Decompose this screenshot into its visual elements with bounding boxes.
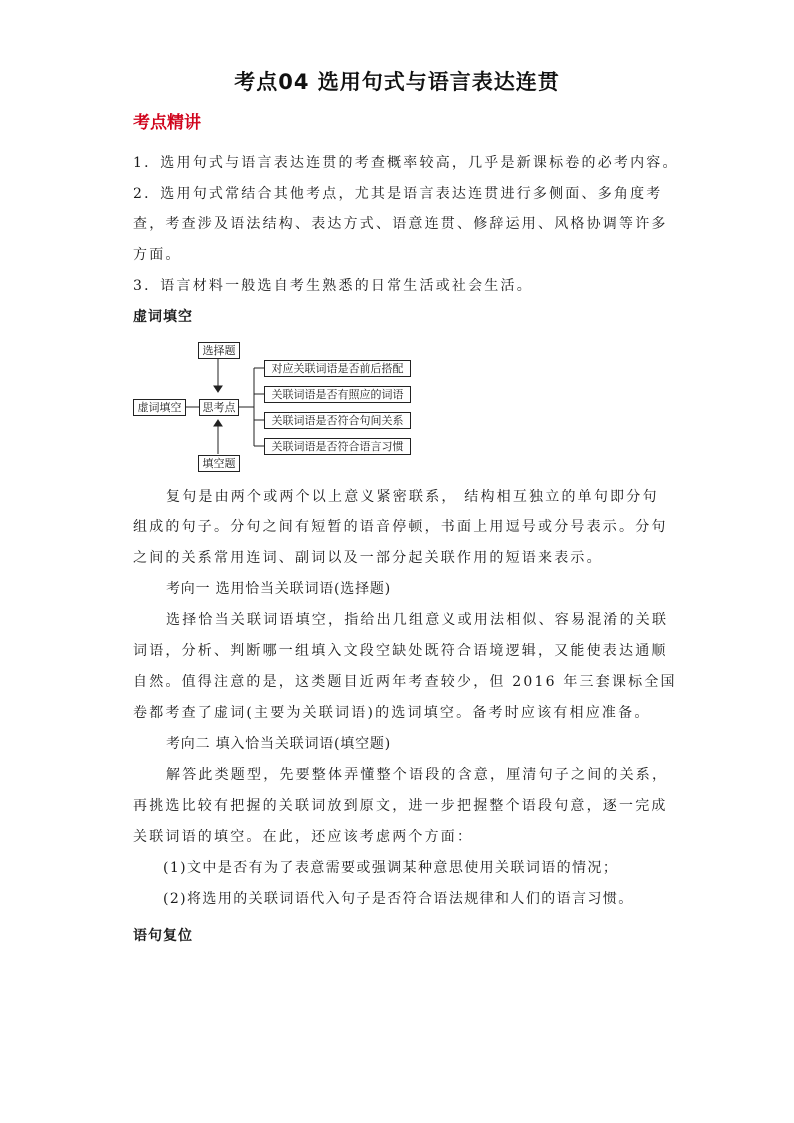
point-2: (2)将选用的关联词语代入句子是否符合语法规律和人们的语言习惯。	[163, 891, 634, 907]
intro-line-4: 方面。	[133, 247, 182, 263]
para2-line-1: 选择恰当关联词语填空，指给出几组意义或用法相似、容易混淆的关联	[166, 612, 669, 628]
intro-line-3: 查，考查涉及语法结构、表达方式、语意连贯、修辞运用、风格协调等许多	[133, 216, 668, 232]
arrow-down-head	[214, 386, 222, 392]
subsection-heading-sentence-restore: 语句复位	[133, 928, 193, 944]
box-check-item-4: 关联词语是否符合语言习惯	[264, 438, 411, 455]
arrow-up-head	[214, 420, 222, 426]
point-1: (1)文中是否有为了表意需要或强调某种意思使用关联词语的情况；	[163, 860, 619, 876]
box-thinking-points: 思考点	[199, 399, 239, 416]
para3-line-3: 关联词语的填空。在此，还应该考虑两个方面：	[133, 829, 474, 845]
box-multiple-choice: 选择题	[198, 342, 240, 359]
direction-one: 考向一 选用恰当关联词语(选择题)	[166, 581, 391, 597]
section-heading: 考点精讲	[133, 113, 201, 133]
subsection-heading-function-words: 虚词填空	[133, 309, 193, 325]
page-title: 考点04 选用句式与语言表达连贯	[234, 70, 560, 94]
para3-line-2: 再挑选比较有把握的关联词放到原文，进一步把握整个语段句意，逐一完成	[133, 798, 668, 814]
diagram-connectors	[0, 0, 794, 480]
para3-line-1: 解答此类题型，先要整体弄懂整个语段的含意，厘清句子之间的关系，	[166, 767, 669, 783]
intro-line-5: 3．语言材料一般选自考生熟悉的日常生活或社会生活。	[133, 278, 533, 294]
para2-line-4: 卷都考查了虚词(主要为关联词语)的选词填空。备考时应该有相应准备。	[133, 705, 651, 721]
direction-two: 考向二 填入恰当关联词语(填空题)	[166, 736, 391, 752]
box-check-item-3: 关联词语是否符合句间关系	[264, 412, 411, 429]
box-check-item-2: 关联词语是否有照应的词语	[264, 386, 411, 403]
box-function-words: 虚词填空	[133, 399, 186, 416]
para2-line-3: 自然。值得注意的是，这类题目近两年考查较少，但 2016 年三套课标全国	[133, 674, 677, 690]
para1-line-2: 组成的句子。分句之间有短暂的语音停顿，书面上用逗号或分号表示。分句	[133, 519, 668, 535]
intro-line-2: 2．选用句式常结合其他考点，尤其是语言表达连贯进行多侧面、多角度考	[133, 186, 663, 202]
intro-line-1: 1．选用句式与语言表达连贯的考查概率较高，几乎是新课标卷的必考内容。	[133, 155, 679, 171]
box-fill-in: 填空题	[198, 455, 240, 472]
box-check-item-1: 对应关联词语是否前后搭配	[264, 360, 411, 377]
para1-line-1: 复句是由两个或两个以上意义紧密联系， 结构相互独立的单句即分句	[166, 489, 659, 505]
para1-line-3: 之间的关系常用连词、副词以及一部分起关联作用的短语来表示。	[133, 550, 603, 566]
para2-line-2: 词语，分析、判断哪一组填入文段空缺处既符合语境逻辑，又能使表达通顺	[133, 643, 668, 659]
